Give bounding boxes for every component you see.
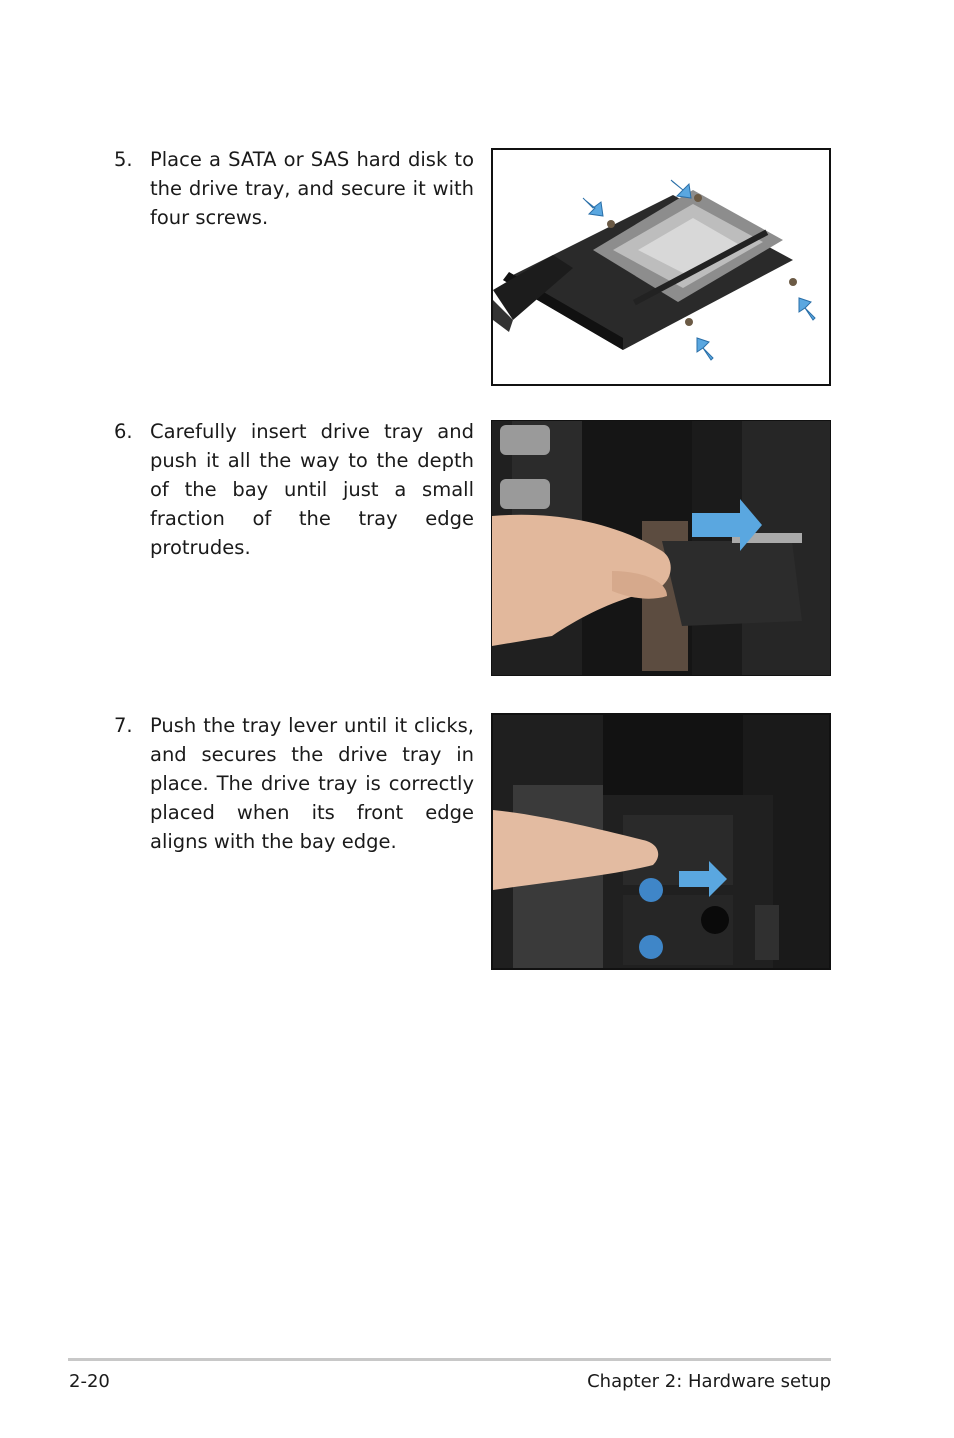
step-text: Place a SATA or SAS hard disk to the drive tray, and secure it with four screws. <box>150 148 474 229</box>
insert-drive-tray-photo <box>491 420 831 676</box>
step-text: Push the tray lever until it clicks, and secures the drive tray in place. The drive tray is correctly placed when its front edge aligns with the bay edge. <box>150 714 474 853</box>
step-text: Carefully insert drive tray and push it all the way to the depth of the bay until just a small fraction of the tray edge protrudes. <box>150 420 474 559</box>
page-number: 2-20 <box>69 1371 110 1392</box>
step-number: 5. <box>114 148 133 171</box>
chapter-title: Chapter 2: Hardware setup <box>587 1371 831 1392</box>
footer-divider <box>68 1358 831 1361</box>
step-5 <box>114 145 474 232</box>
step-number: 7. <box>114 714 133 737</box>
hard-disk-tray-illustration <box>491 148 831 386</box>
step-6 <box>114 417 474 562</box>
push-tray-lever-photo <box>491 713 831 970</box>
step-number: 6. <box>114 420 133 443</box>
step-7 <box>114 711 474 856</box>
